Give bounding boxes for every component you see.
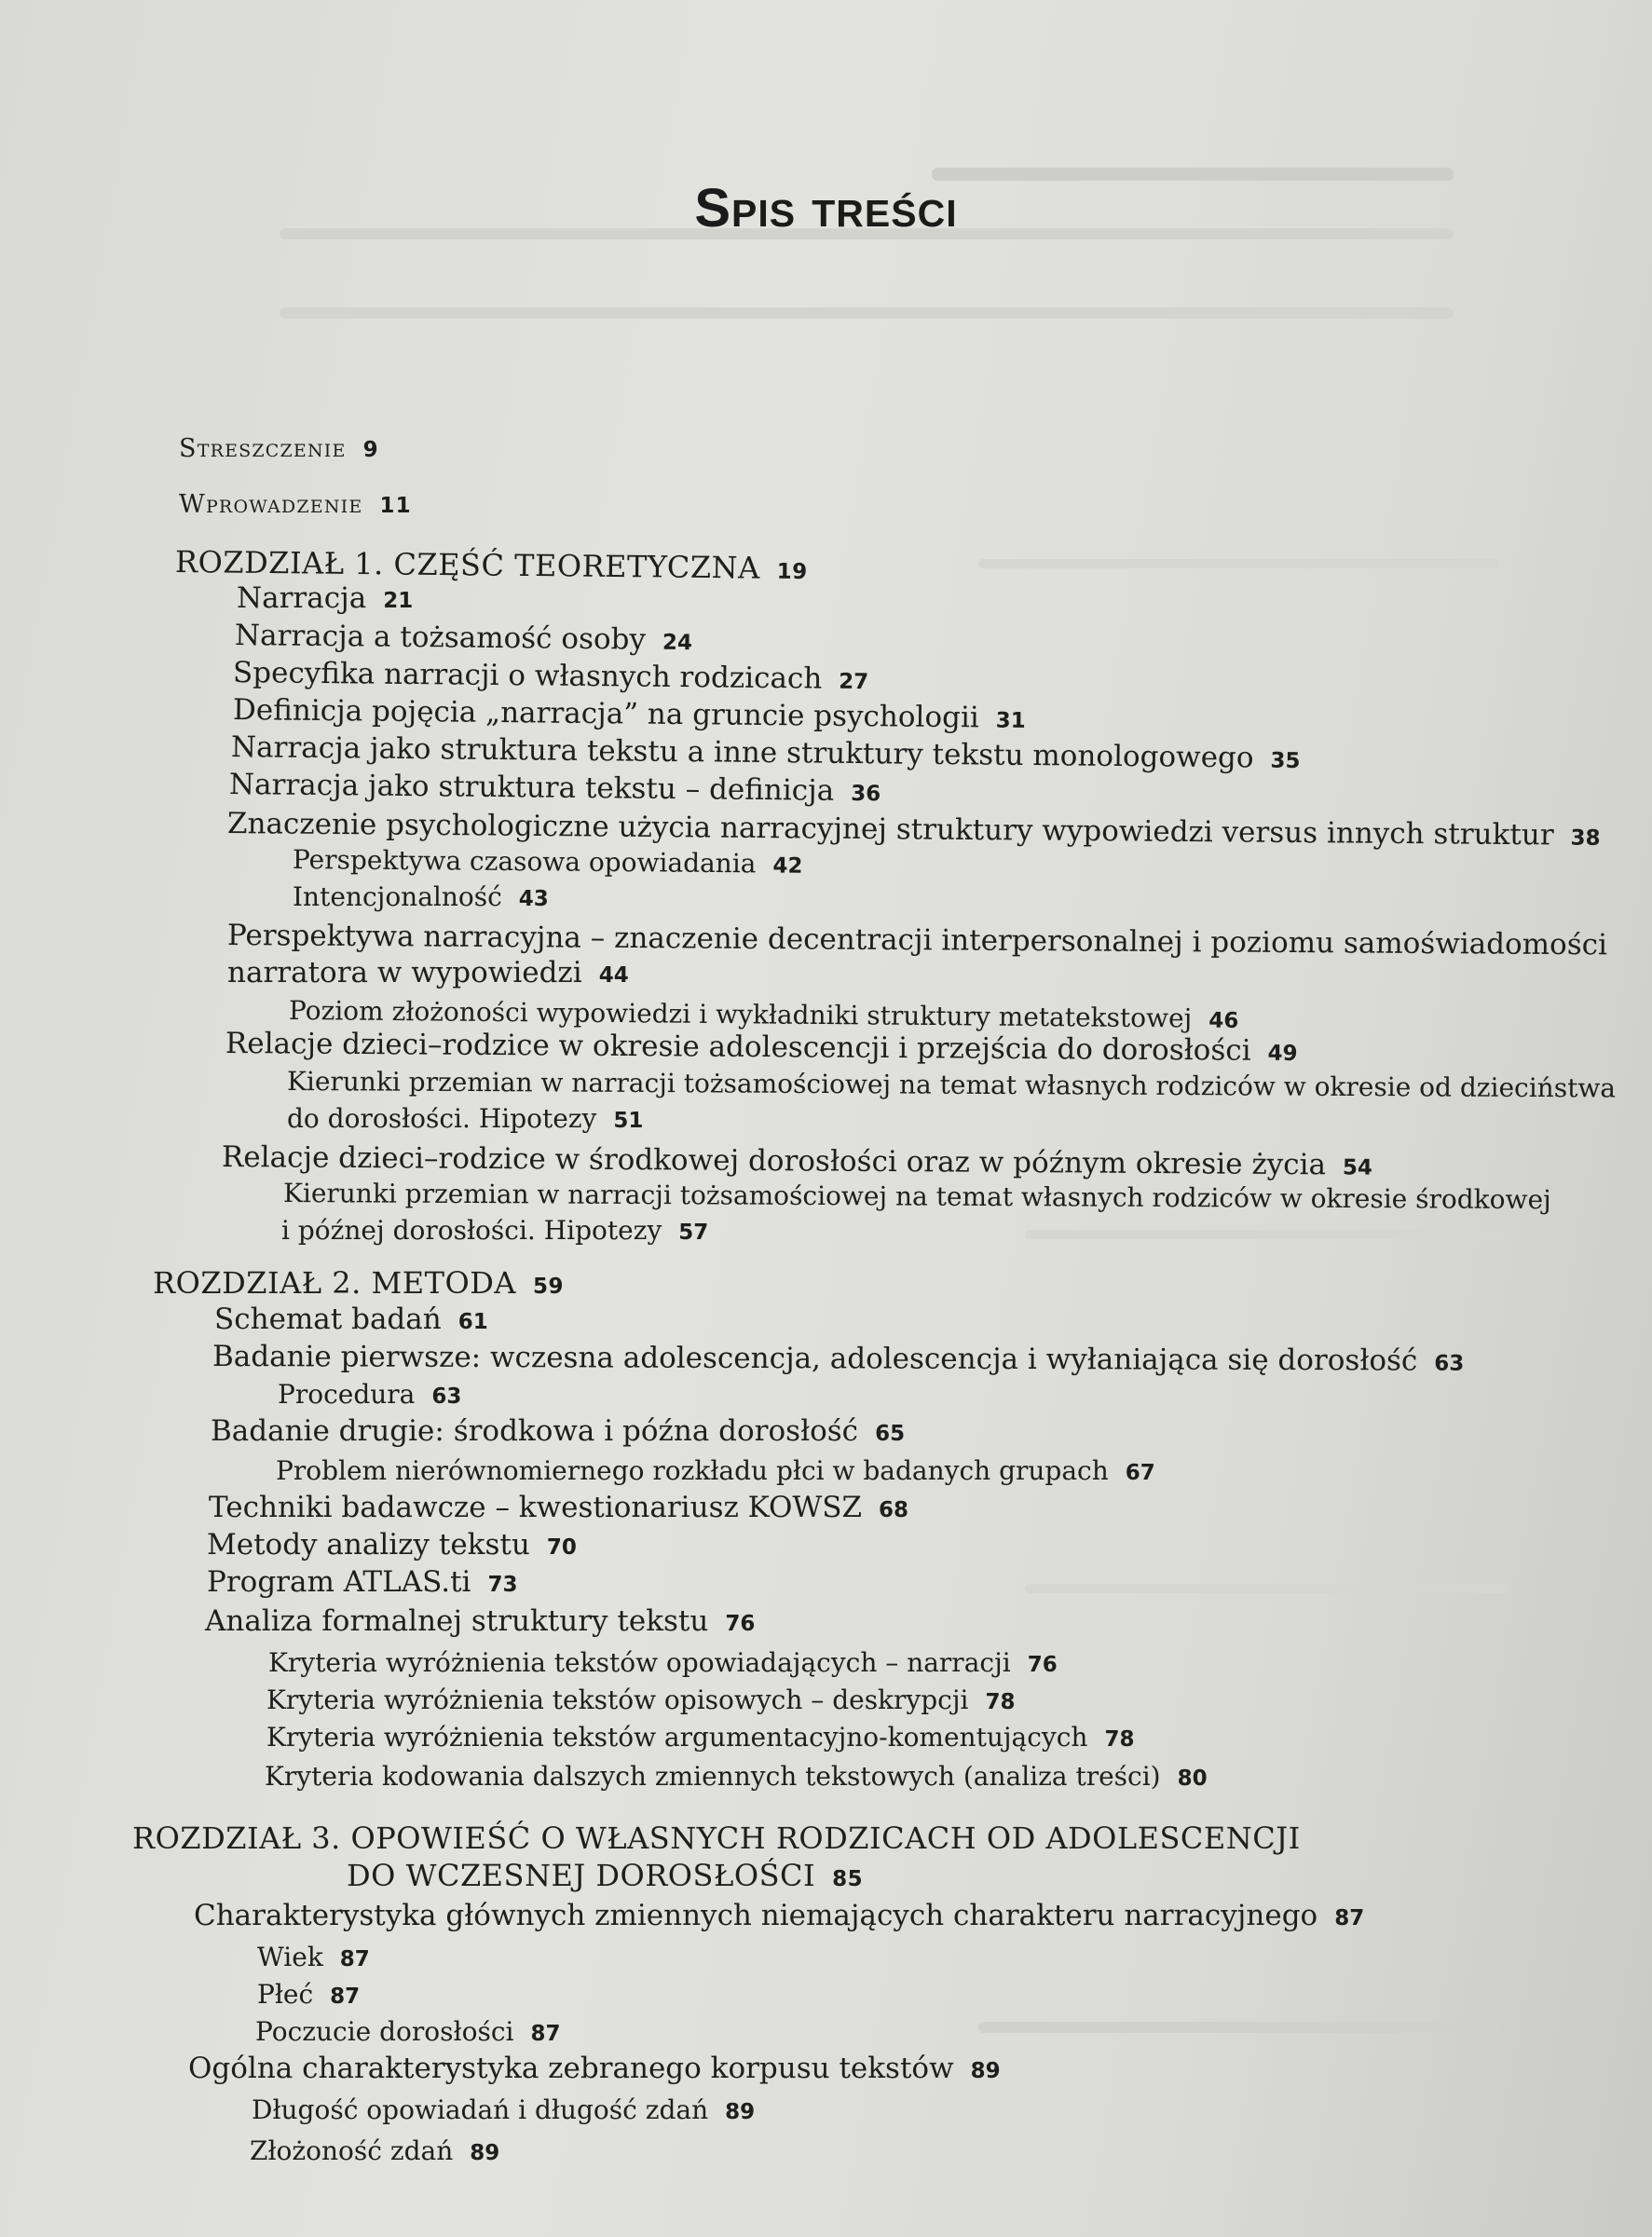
toc-entry [212, 1340, 1464, 1378]
toc-entry-text: Relacje dzieci–rodzice w okresie adolescencji i przejścia do dorosłości [225, 1027, 1251, 1068]
toc-page-number: 87 [330, 1985, 361, 2009]
toc-entry [287, 1103, 643, 1134]
toc-page-number: 49 [1267, 1041, 1298, 1067]
toc-entry-text: Analiza formalnej struktury tekstu [205, 1604, 709, 1638]
toc-entry-text: Płeć [257, 1979, 314, 2010]
toc-entry-text: Badanie drugie: środkowa i późna dorosłość [211, 1414, 859, 1448]
toc-entry [225, 1027, 1298, 1068]
toc-entry-text: Kryteria wyróżnienia tekstów opisowych – deskrypcji [266, 1685, 969, 1715]
toc-page-number: 38 [1570, 825, 1601, 851]
toc-page-number: 76 [1027, 1653, 1058, 1677]
toc-entry [233, 656, 869, 696]
toc-page-number: 89 [970, 2059, 1001, 2083]
toc-entry-text: Badanie pierwsze: wczesna adolescencja, adolescencja i wyłaniająca się dorosłość [212, 1340, 1418, 1378]
toc-entry [252, 2094, 755, 2125]
toc-entry [179, 490, 412, 519]
toc-entry-text: i późnej dorosłości. Hipotezy [281, 1215, 662, 1246]
toc-page-number: 9 [362, 438, 379, 462]
toc-page-number: 44 [598, 963, 629, 988]
toc-entry-text: Procedura [278, 1379, 416, 1410]
toc-page-number: 68 [879, 1498, 909, 1522]
toc-entry-text: Program ATLAS.ti [207, 1565, 471, 1599]
toc-page-number: 87 [339, 1947, 370, 1971]
toc-entry-text: Perspektywa czasowa opowiadania [292, 844, 757, 880]
toc-page-number: 51 [613, 1109, 644, 1133]
toc-entry-text: DO WCZESNEJ DOROSŁOŚCI [347, 1858, 816, 1893]
toc-entry-text: Definicja pojęcia „narracja” na gruncie psychologii [232, 693, 979, 735]
toc-entry-text: Narracja a tożsamość osoby [234, 619, 647, 657]
toc-page-number: 35 [1270, 748, 1301, 774]
toc-entry [188, 2052, 1001, 2085]
toc-entry-text: Kierunki przemian w narracji tożsamościowej na temat własnych rodziców w okresie środkowej [282, 1178, 1551, 1216]
toc-entry-text: Specyfika narracji o własnych rodzicach [232, 656, 823, 696]
toc-entry [211, 1414, 905, 1448]
toc-entry [207, 1565, 517, 1599]
toc-entry [276, 1455, 1155, 1486]
toc-entry-text: Techniki badawcze – kwestionariusz KOWSZ [209, 1491, 863, 1524]
toc-page-number: 87 [530, 2022, 561, 2046]
toc-entry-text: ROZDZIAŁ 2. METODA [153, 1265, 516, 1301]
toc-entry [283, 1178, 1551, 1215]
toc-entry-text: Narracja jako struktura tekstu – definicja [228, 768, 835, 808]
toc-entry [222, 1140, 1372, 1182]
toc-entry-text: Kryteria wyróżnienia tekstów argumentacyjno-komentujących [266, 1722, 1088, 1753]
toc-entry [287, 1066, 1616, 1103]
toc-entry [255, 2016, 561, 2047]
toc-entry [194, 1899, 1364, 1932]
toc-entry-text: Długość opowiadań i długość zdań [252, 2094, 709, 2125]
toc-page-number: 59 [532, 1275, 564, 1299]
toc-page-number: 76 [725, 1612, 756, 1636]
toc-entry-text: ROZDZIAŁ 3. OPOWIEŚĆ O WŁASNYCH RODZICACH OD ADOLESCENCJI [132, 1821, 1301, 1856]
toc-entry [281, 1215, 708, 1246]
toc-entry-text: Wprowadzenie [179, 490, 363, 519]
toc-page-number: 57 [678, 1221, 709, 1245]
toc-entry-text: do dorosłości. Hipotezy [287, 1103, 597, 1134]
toc-entry-text: Metody analizy tekstu [207, 1528, 530, 1562]
chapter-heading [347, 1858, 863, 1893]
toc-entry-text: Kryteria kodowania dalszych zmiennych tekstowych (analiza treści) [265, 1761, 1161, 1792]
toc-entry-text: Schemat badań [214, 1303, 442, 1336]
toc-entry-text: Perspektywa narracyjna – znaczenie decentracji interpersonalnej i poziomu samoświadomości [226, 919, 1608, 962]
toc-page-number: 36 [851, 781, 881, 807]
toc-page-number: 46 [1208, 1008, 1239, 1033]
toc-entry [293, 881, 549, 912]
toc-entry-text: Charakterystyka głównych zmiennych niemających charakteru narracyjnego [194, 1899, 1318, 1932]
toc-entry-text: Znaczenie psychologiczne użycia narracyjnej struktury wypowiedzi versus innych struktur [226, 807, 1554, 853]
toc-page-number: 65 [875, 1422, 906, 1446]
toc-entry-text: Streszczenie [179, 434, 347, 463]
toc-entry-text: Poczucie dorosłości [255, 2016, 514, 2047]
toc-page-number: 73 [487, 1573, 518, 1597]
toc-entry [209, 1491, 908, 1524]
toc-page-number: 61 [457, 1310, 488, 1334]
toc-entry [233, 693, 1026, 735]
toc-entry [293, 844, 803, 880]
toc-entry-text: Kryteria wyróżnienia tekstów opowiadających – narracji [268, 1647, 1011, 1678]
toc-entry [265, 1761, 1208, 1792]
toc-page-number: 27 [839, 669, 869, 695]
toc-entry-text: Złożoność zdań [250, 2135, 454, 2166]
toc-entry [214, 1303, 488, 1336]
toc-entry-text: narratora w wypowiedzi [227, 956, 582, 989]
toc-entry [231, 730, 1301, 775]
toc-entry-text: Ogólna charakterystyka zebranego korpusu tekstów [188, 2052, 954, 2085]
toc-entry [250, 2135, 499, 2166]
toc-entry [268, 1647, 1058, 1678]
toc-entry [257, 1942, 370, 1972]
toc-entry [235, 619, 692, 657]
toc-page-number: 67 [1125, 1461, 1155, 1485]
toc-page-number: 43 [518, 887, 549, 911]
toc-entry [227, 956, 629, 989]
toc-page-number: 85 [832, 1867, 864, 1891]
toc-page-number: 19 [776, 559, 808, 585]
toc-entry-text: Poziom złożoności wypowiedzi i wykładniki struktury metatekstowej [288, 995, 1193, 1034]
toc-entry-text: Narracja jako struktura tekstu a inne struktury tekstu monologowego [230, 730, 1254, 775]
toc-entry-text: Narracja [237, 581, 367, 615]
toc-page-number: 78 [985, 1690, 1016, 1714]
toc-entry [237, 581, 413, 615]
chapter-heading [132, 1821, 1301, 1856]
toc-entry [229, 768, 881, 808]
toc-entry [179, 434, 379, 463]
toc-page-number: 31 [995, 708, 1026, 733]
toc-page-number: 42 [772, 853, 803, 879]
toc-page-number: 80 [1177, 1766, 1208, 1791]
toc-page-number: 89 [725, 2100, 756, 2124]
toc-page-number: 89 [470, 2141, 500, 2165]
toc-entry [266, 1685, 1016, 1715]
toc-entry [205, 1604, 755, 1638]
toc-page-number: 70 [546, 1535, 577, 1560]
page-title: Spis treści [694, 178, 958, 239]
toc-entry-text: ROZDZIAŁ 1. CZĘŚĆ TEORETYCZNA [174, 544, 760, 586]
chapter-heading [153, 1265, 564, 1301]
toc-page-number: 11 [379, 494, 412, 518]
toc-page-number: 78 [1104, 1727, 1135, 1752]
toc-entry [207, 1528, 577, 1562]
toc-page-number: 21 [383, 589, 414, 613]
toc-page-number: 87 [1334, 1906, 1365, 1930]
toc-page-number: 24 [662, 630, 693, 656]
toc-entry-text: Relacje dzieci–rodzice w środkowej dorosłości oraz w późnym okresie życia [221, 1140, 1327, 1182]
toc-entry [257, 1979, 360, 2010]
toc-entry-text: Wiek [257, 1942, 323, 1972]
toc-entry [266, 1722, 1134, 1753]
toc-page-number: 63 [1434, 1351, 1465, 1376]
chapter-heading [175, 544, 808, 586]
toc-page-number: 54 [1342, 1155, 1373, 1180]
toc-page-number: 63 [431, 1384, 462, 1409]
toc-entry [278, 1379, 461, 1410]
toc-entry-text: Problem nierównomiernego rozkładu płci w badanych grupach [276, 1455, 1109, 1486]
toc-entry-text: Kierunki przemian w narracji tożsamościowej na temat własnych rodziców w okresie od dzieciństwa [286, 1066, 1617, 1104]
toc-entry-text: Intencjonalność [293, 881, 502, 912]
